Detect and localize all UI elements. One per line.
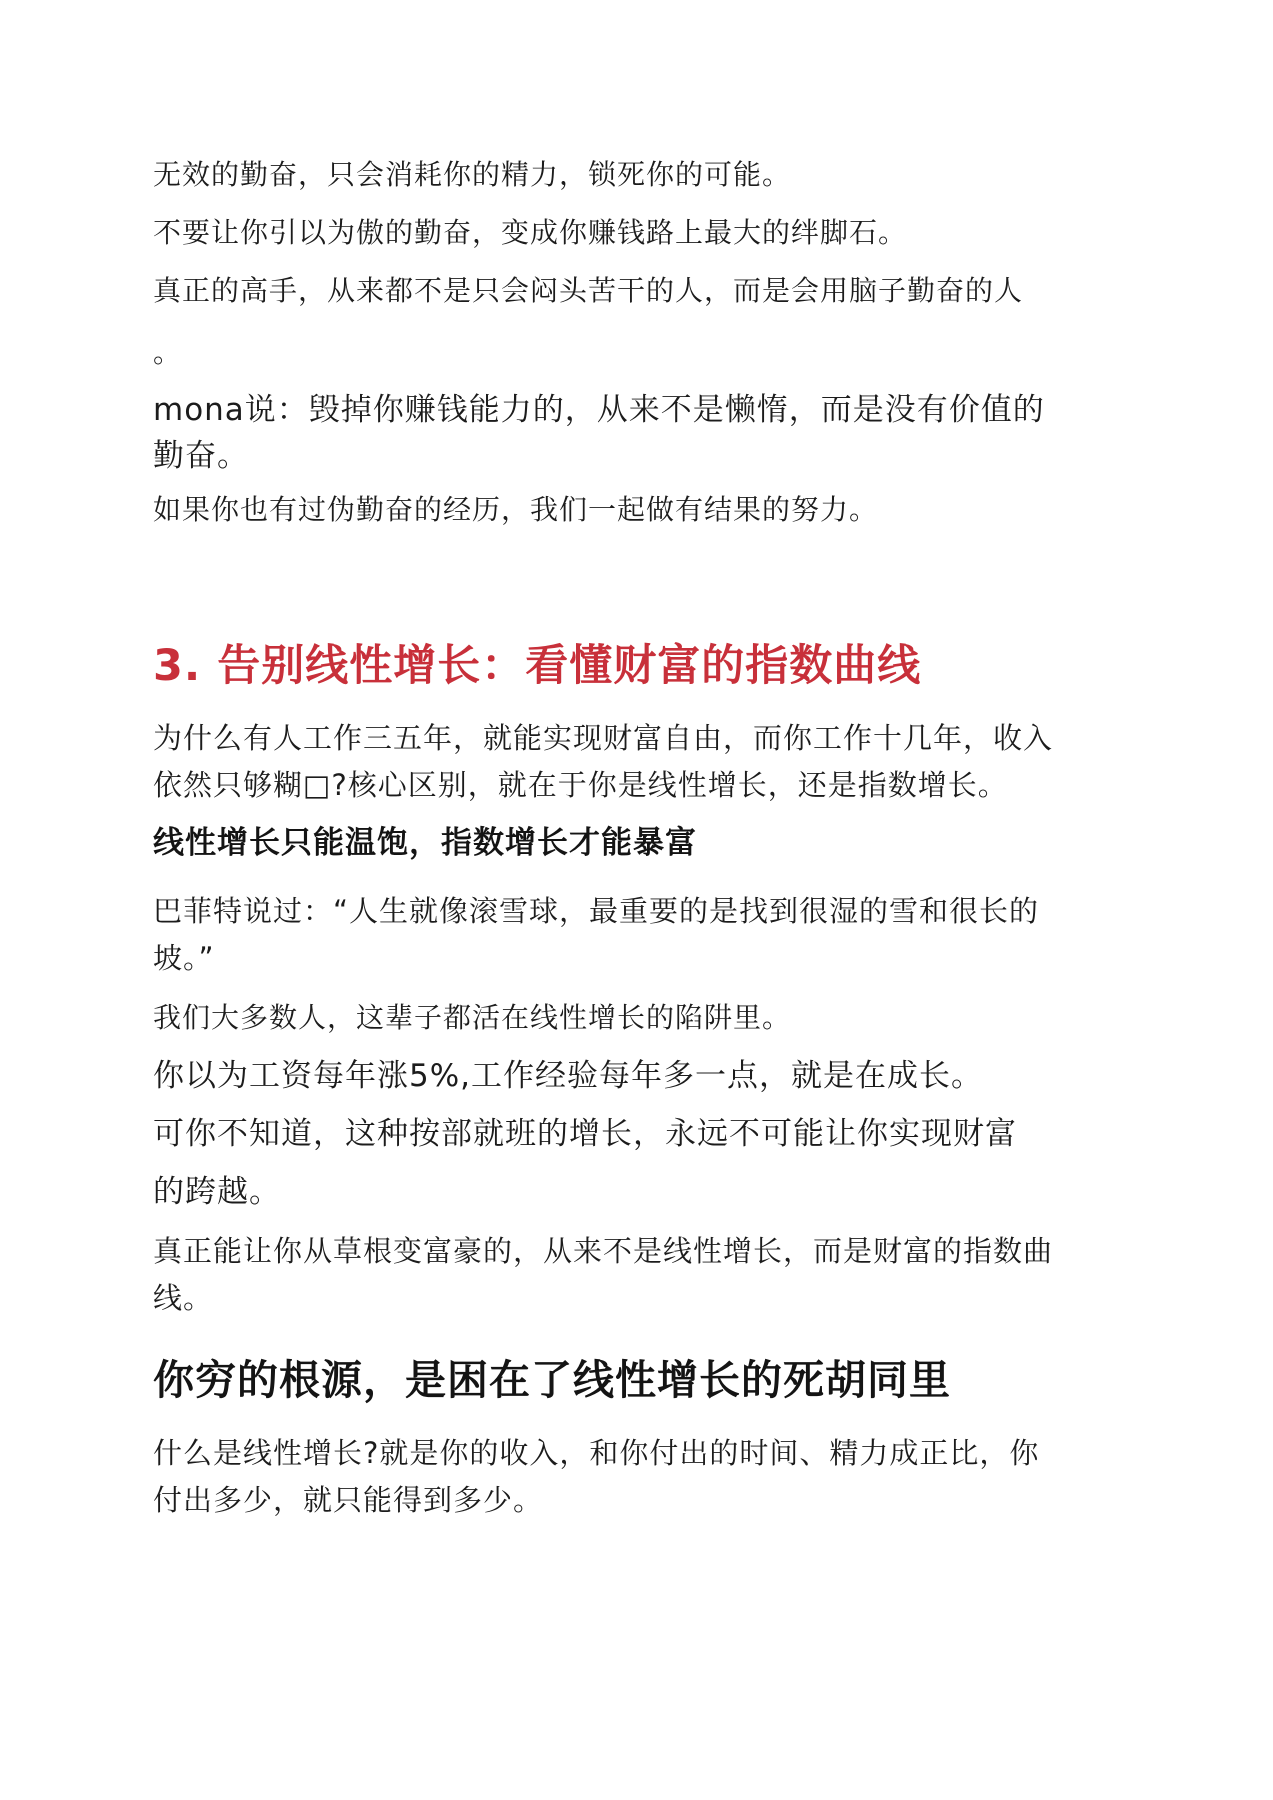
paragraph-line: 巴菲特说过：“人生就像滚雪球，最重要的是找到很湿的雪和很长的: [153, 894, 1040, 928]
paragraph-line: 付出多少，就只能得到多少。: [153, 1483, 544, 1517]
paragraph-line: 我们大多数人，这辈子都活在线性增长的陷阱里。: [153, 1001, 792, 1034]
section-heading: 3. 告别线性增长：看懂财富的指数曲线: [153, 641, 922, 691]
section-subtitle: 你穷的根源，是困在了线性增长的死胡同里: [153, 1356, 951, 1404]
paragraph-line: 不要让你引以为傲的勤奋，变成你赚钱路上最大的绊脚石。: [153, 216, 908, 249]
paragraph-line: mona说：毁掉你赚钱能力的，从来不是懒惰，而是没有价值的: [153, 392, 1045, 428]
paragraph-line: 真正能让你从草根变富豪的，从来不是线性增长，而是财富的指数曲: [153, 1234, 1054, 1268]
paragraph-line: 的跨越。: [153, 1174, 281, 1210]
paragraph-line: 。: [153, 336, 183, 369]
paragraph-line: 什么是线性增长?就是你的收入，和你付出的时间、精力成正比，你: [153, 1436, 1040, 1470]
paragraph-line: 真正的高手，从来都不是只会闷头苦干的人，而是会用脑子勤奋的人: [153, 274, 1024, 307]
sub-heading: 线性增长只能温饱，指数增长才能暴富: [153, 825, 697, 861]
paragraph-line: 可你不知道，这种按部就班的增长，永远不可能让你实现财富: [153, 1116, 1017, 1152]
paragraph-line: 无效的勤奋，只会消耗你的精力，锁死你的可能。: [153, 158, 792, 191]
paragraph-line: 如果你也有过伪勤奋的经历，我们一起做有结果的努力。: [153, 493, 879, 526]
paragraph-line: 依然只够糊□?核心区别，就在于你是线性增长，还是指数增长。: [153, 768, 1008, 802]
paragraph-line: 你以为工资每年涨5%,工作经验每年多一点，就是在成长。: [153, 1058, 984, 1094]
paragraph-line: 勤奋。: [153, 438, 249, 474]
paragraph-line: 坡。”: [153, 941, 215, 975]
paragraph-line: 线。: [153, 1281, 214, 1315]
paragraph-line: 为什么有人工作三五年，就能实现财富自由，而你工作十几年，收入: [153, 721, 1054, 755]
